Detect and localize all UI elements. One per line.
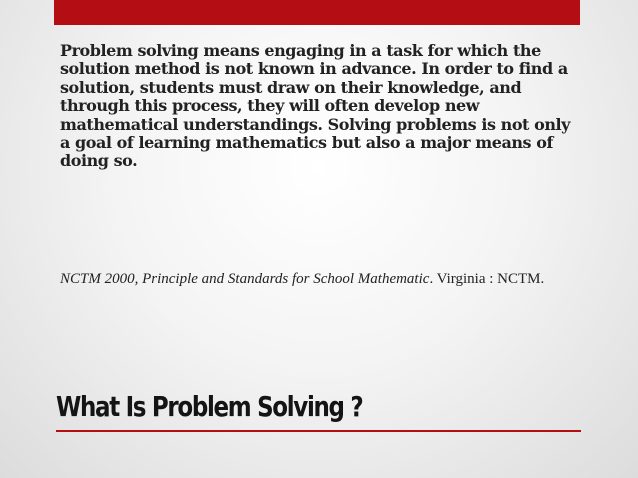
top-accent-bar: [54, 0, 580, 25]
slide-title: What Is Problem Solving ?: [56, 390, 363, 423]
citation-publisher: . Virginia : NCTM.: [429, 271, 545, 287]
title-underline: [56, 430, 581, 432]
citation-source: NCTM 2000, Principle and Standards for School Mathematic: [60, 271, 430, 287]
body-paragraph: Problem solving means engaging in a task for which the solution method is not known in advance. In order to find a solution, students must draw on their knowledge, and through this process, they will often develop new mathematical understandings. Solving problems is not only a goal of learning mathematics but also a major means of doing so.: [60, 41, 570, 171]
citation: [60, 270, 600, 288]
